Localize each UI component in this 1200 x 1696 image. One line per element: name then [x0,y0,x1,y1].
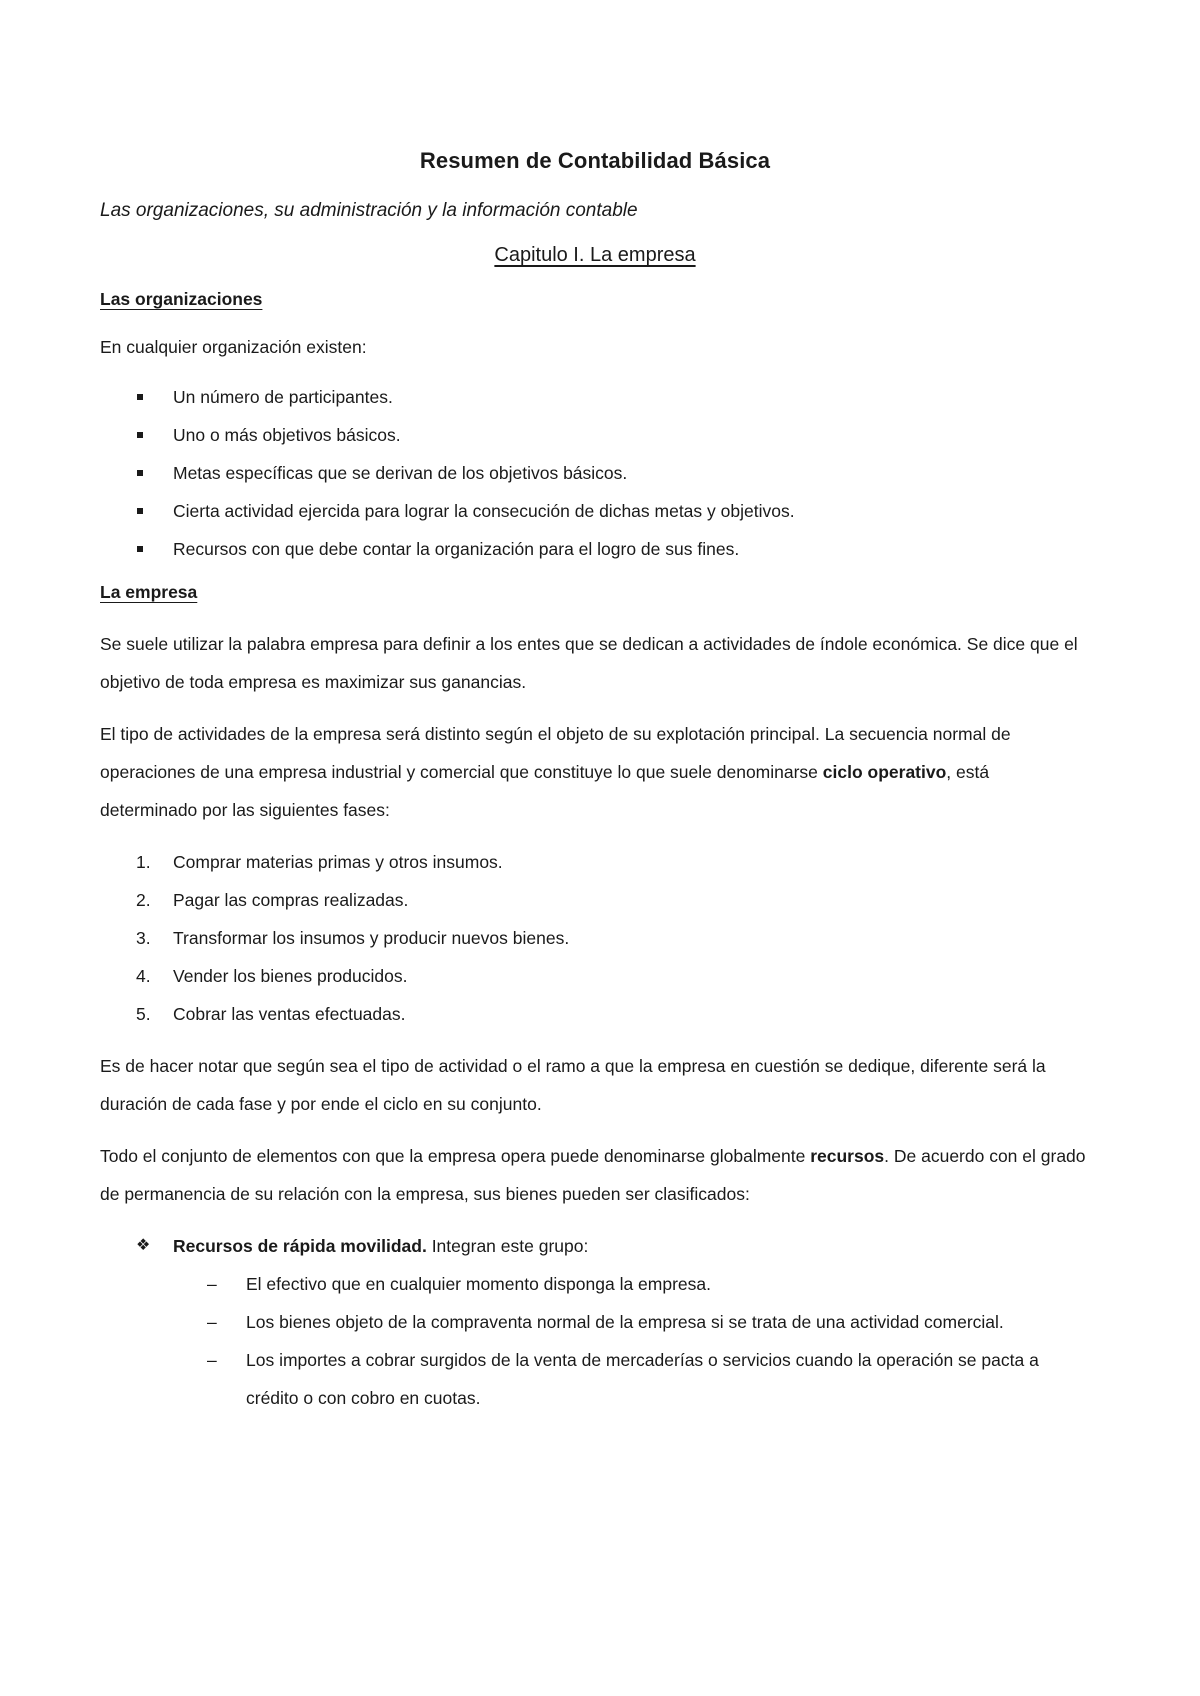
resource-items-list [173,1265,1090,1417]
list-item [100,881,1090,919]
list-number: 5. [136,1004,151,1024]
square-bullet-icon [137,432,143,438]
list-item-text: Pagar las compras realizadas. [173,890,409,910]
document-subtitle: Las organizaciones, su administración y la información contable [100,200,638,221]
recursos-term: recursos [810,1146,885,1166]
paragraph-text: , está determinado por las siguientes fases: [100,762,990,820]
list-item-text: El efectivo que en cualquier momento disponga la empresa. [246,1274,711,1294]
list-item-text: Comprar materias primas y otros insumos. [173,852,503,872]
list-item [100,492,1090,530]
chapter-heading [100,244,1090,267]
resource-groups-list [100,1227,1090,1417]
list-item-text: Metas específicas que se derivan de los objetivos básicos. [173,463,628,483]
organizaciones-list [100,378,1090,568]
dash-bullet-icon: – [207,1312,217,1332]
list-item [173,1265,1090,1303]
phases-list [100,843,1090,1033]
empresa-paragraph-2 [100,715,1090,829]
list-item-text: Cobrar las ventas efectuadas. [173,1004,406,1024]
dash-bullet-icon: – [207,1274,217,1294]
list-item [173,1303,1090,1341]
paragraph-text: El tipo de actividades de la empresa será distinto según el objeto de su explotación principal. La secuencia normal de operaciones de una empresa industrial y comercial que constituye lo que suele denominarse [100,724,1011,782]
empresa-paragraph-3: Es de hacer notar que según sea el tipo de actividad o el ramo a que la empresa en cuestión se dedique, diferente será la duración de cada fase y por ende el ciclo en su conjunto. [100,1056,1046,1114]
list-number: 4. [136,966,151,986]
list-item-text: Transformar los insumos y producir nuevos bienes. [173,928,570,948]
empresa-paragraph-4 [100,1137,1090,1213]
paragraph-text: Todo el conjunto de elementos con que la empresa opera puede denominarse globalmente [100,1146,811,1166]
section-heading-organizaciones: Las organizaciones [100,289,263,309]
document-title: Resumen de Contabilidad Básica [419,148,771,173]
list-item [100,454,1090,492]
list-item-text: Vender los bienes producidos. [173,966,408,986]
dash-bullet-icon: – [207,1350,217,1370]
list-item [100,843,1090,881]
organizaciones-intro: En cualquier organización existen: [100,337,367,357]
square-bullet-icon [137,394,143,400]
list-item [100,378,1090,416]
diamond-bullet-icon: ❖ [136,1237,151,1254]
resource-group-title: Recursos de rápida movilidad. [173,1236,427,1256]
square-bullet-icon [137,470,143,476]
list-number: 3. [136,928,151,948]
chapter-heading-text: Capitulo I. La empresa [494,244,696,266]
list-item [100,530,1090,568]
empresa-paragraph-1: Se suele utilizar la palabra empresa para definir a los entes que se dedican a actividades de índole económica. Se dice que el objetivo de toda empresa es maximizar sus ganancias. [100,634,1078,692]
resource-group-text: Integran este grupo: [426,1236,589,1256]
list-number: 1. [136,852,151,872]
square-bullet-icon [137,508,143,514]
list-item-text: Un número de participantes. [173,387,393,407]
list-number: 2. [136,890,151,910]
list-item-text: Los importes a cobrar surgidos de la venta de mercaderías o servicios cuando la operación se pacta a crédito o con cobro en cuotas. [246,1350,1039,1408]
section-heading-empresa: La empresa [100,582,198,602]
list-item [100,416,1090,454]
list-item [100,919,1090,957]
list-item-text: Uno o más objetivos básicos. [173,425,401,445]
list-item-text: Cierta actividad ejercida para lograr la consecución de dichas metas y objetivos. [173,501,795,521]
list-item-text: Los bienes objeto de la compraventa normal de la empresa si se trata de una actividad comercial. [246,1312,1004,1332]
list-item [100,995,1090,1033]
square-bullet-icon [137,546,143,552]
paragraph-text: . De acuerdo con el grado de permanencia de su relación con la empresa, sus bienes pueden ser clasificados: [100,1146,1086,1204]
list-item [100,1227,1090,1417]
list-item [173,1341,1090,1417]
list-item [100,957,1090,995]
ciclo-operativo-term: ciclo operativo [822,762,947,782]
list-item-text: Recursos con que debe contar la organización para el logro de sus fines. [173,539,740,559]
